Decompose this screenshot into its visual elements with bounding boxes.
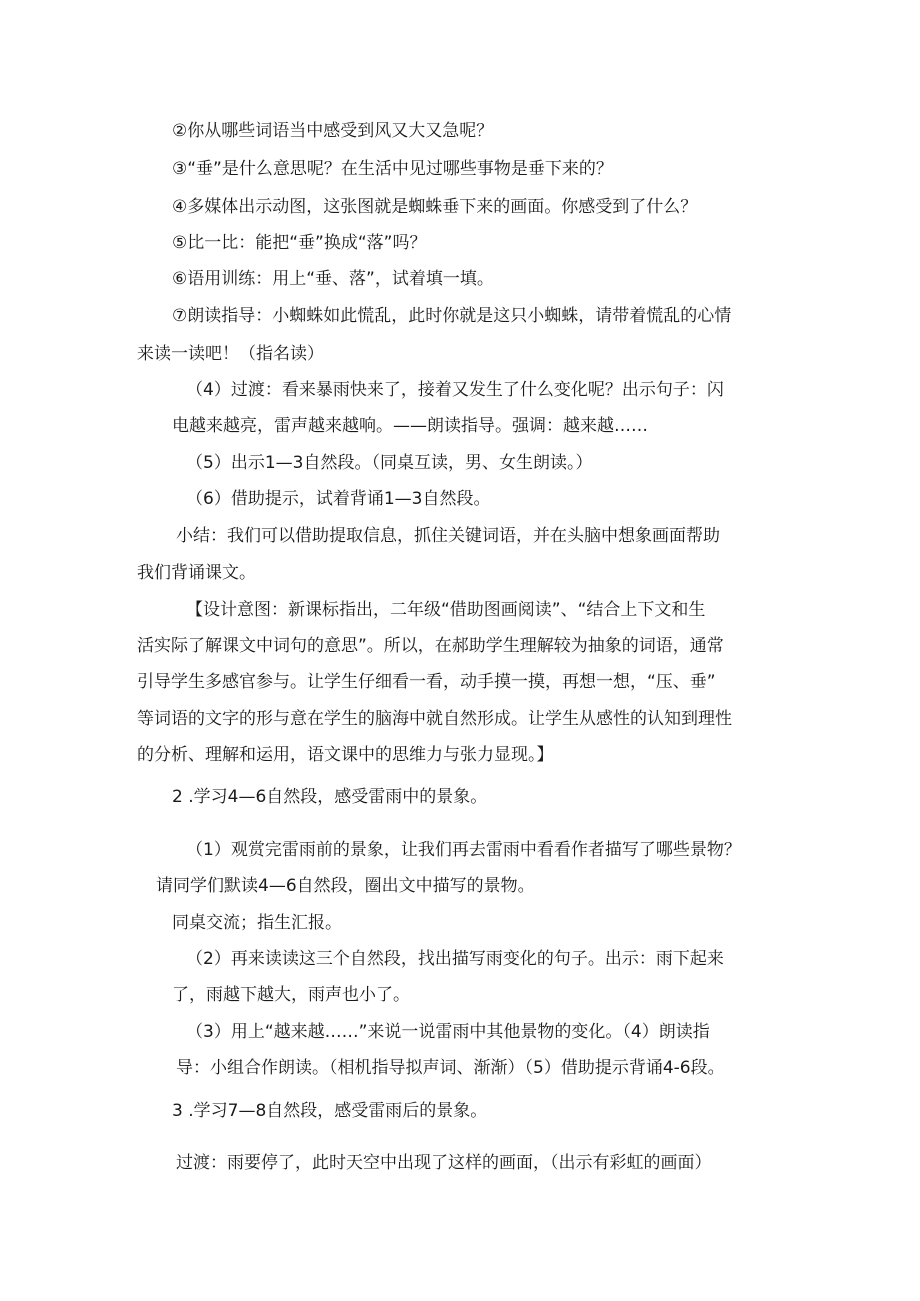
text-line: ③“垂”是什么意思呢？在生活中见过哪些事物是垂下来的？ — [172, 159, 613, 179]
text-line: 电越来越亮，雷声越来越响。——朗读指导。强调：越来越…… — [172, 416, 648, 436]
text-line: 来读一读吧！（指名读） — [137, 344, 324, 364]
text-line: 【设计意图：新课标指出，二年级“借助图画阅读”、“结合上下文和生 — [186, 600, 706, 620]
text-line: 了，雨越下越大，雨声也小了。 — [172, 985, 410, 1005]
section-heading: 2 .学习4—6自然段，感受雷雨中的景象。 — [172, 787, 488, 807]
text-line: （6）借助提示，试着背诵1—3自然段。 — [186, 489, 491, 509]
text-line: （4）过渡：看来暴雨快来了，接着又发生了什么变化呢？出示句子：闪 — [186, 380, 724, 400]
text-line: （2）再来读读这三个自然段，找出描写雨变化的句子。出示：雨下起来 — [186, 949, 724, 969]
text-line: （1）观赏完雷雨前的景象，让我们再去雷雨中看看作者描写了哪些景物？ — [186, 840, 741, 860]
text-line: 同桌交流；指生汇报。 — [172, 913, 342, 933]
text-line: 活实际了解课文中词句的意思”。所以，在郝助学生理解较为抽象的词语，通常 — [137, 636, 724, 656]
text-line: 的分析、理解和运用，语文课中的思维力与张力显现。】 — [137, 745, 554, 765]
text-line: 引导学生多感官参与。让学生仔细看一看，动手摸一摸，再想一想，“压、垂” — [137, 672, 716, 692]
text-line: （3）用上“越来越……”来说一说雷雨中其他景物的变化。（4）朗读指 — [186, 1022, 710, 1042]
text-line: ⑥语用训练：用上“垂、落”，试着填一填。 — [172, 269, 494, 289]
text-line: ②你从哪些词语当中感受到风又大又急呢？ — [172, 121, 494, 141]
text-line: ⑦朗读指导：小蜘蛛如此慌乱，此时你就是这只小蜘蛛，请带着慌乱的心情 — [172, 306, 732, 326]
text-line: 等词语的文字的形与意在学生的脑海中就自然形成。让学生从感性的认知到理性 — [137, 709, 732, 729]
text-line: 请同学们默读4—6自然段，圈出文中描写的景物。 — [156, 876, 535, 896]
text-line: ④多媒体出示动图，这张图就是蜘蛛垂下来的画面。你感受到了什么？ — [172, 197, 698, 217]
text-line: （5）出示1—3自然段。（同桌互读，男、女生朗读。） — [186, 453, 593, 473]
text-line: 我们背诵课文。 — [137, 563, 256, 583]
section-heading: 3 .学习7—8自然段，感受雷雨后的景象。 — [172, 1101, 488, 1121]
text-line: 过渡：雨要停了，此时天空中出现了这样的画面，（出示有彩虹的画面） — [176, 1153, 712, 1173]
text-line: 小结：我们可以借助提取信息，抓住关键词语，并在头脑中想象画面帮助 — [176, 526, 720, 546]
text-line: 导：小组合作朗读。（相机指导拟声词、渐渐）（5）借助提示背诵4-6段。 — [176, 1058, 725, 1078]
text-line: ⑤比一比：能把“垂”换成“落”吗？ — [172, 233, 427, 253]
